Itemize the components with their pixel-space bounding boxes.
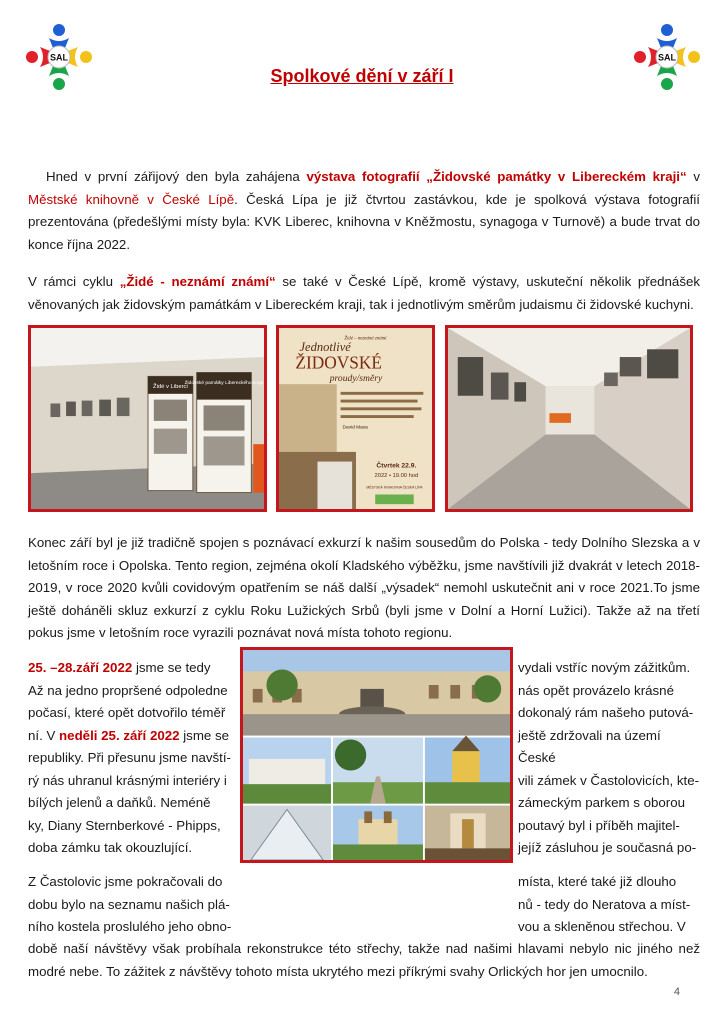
- photo-lecture-poster: [276, 325, 435, 512]
- photo-gallery-corridor: [445, 325, 693, 512]
- bottom-right-line-3: vou a skleněnou střechou. V: [518, 919, 686, 934]
- right-line-6: zámeckým parkem s oborou: [518, 795, 686, 810]
- left-line-7: bílých jelenů a daňků. Neméně: [28, 795, 211, 810]
- bottom-right-column: [518, 871, 700, 939]
- logo-text-left: SAL: [50, 52, 68, 63]
- poster-line-3: proudy/směry: [329, 373, 383, 385]
- logo-text-right: SAL: [658, 52, 676, 63]
- bottom-right-line-2: nů - tedy do Neratova a míst-: [518, 896, 691, 912]
- poster-venue: MĚSTSKÁ KNIHOVNA ČESKÁ LÍPA: [366, 485, 423, 490]
- banner-2-title: Židovské památky Libereckého kraje: [184, 381, 264, 387]
- left-line-9: doba zámku tak okouzlující.: [28, 840, 193, 855]
- left-line-4: ní. V neděli 25. září 2022 jsme se: [28, 727, 230, 743]
- photo-library-exhibition: [28, 325, 267, 512]
- page-number: 4: [673, 986, 680, 998]
- closing-paragraph: době naší návštěvy však probíhala rekonstrukce této střechy, takže nad našimi hlavami nebylo nic jiného než modré nebe. To zážitek z návštěvy tohoto místa ukrytého mezi příkrými svahy Orlických hor jen umocnilo.: [28, 941, 700, 979]
- left-line-1: 25. –28.září 2022 jsme se tedy: [28, 660, 211, 675]
- excursion-right-column: [518, 657, 700, 860]
- left-line-2: Až na jedno propršené odpoledne: [28, 682, 228, 698]
- right-line-3: dokonalý rám našeho putová-: [518, 705, 694, 720]
- bottom-left-line-1: Z Častolovic jsme pokračovali do: [28, 874, 223, 889]
- banner-1-title: Židé v Liberci: [153, 384, 188, 391]
- poster-line-1: Jednotlivé: [299, 340, 351, 355]
- right-line-7: poutavý byl i příběh majitel-: [518, 817, 680, 833]
- excursion-intro-paragraph: Konec září byl je již tradičně spojen s poznávací exkurzí k našim sousedům do Polska - tedy Dolního Slezska a v letošním roce i Opolska. Tento region, zejména okolí Kladského výběžku, jsme navštívili již dvakrát v letech 2018-2019, v roce 2020 kvůli covidovým opatřením se náš další „výsadek“ nemohl uskutečnit ani v roce 2021.To jsme ještě doháněli skluz exkurzí z cyklu Roku Lužických Srbů (byli jsme v Dolní a Horní Lužici). Takže až na třetí pokus jsme v letošním roce vyrazili poznávat nová místa tohoto regionu.: [28, 535, 700, 640]
- photo-collage-excursion: [240, 647, 513, 863]
- bottom-left-column: [28, 871, 238, 939]
- poster-time: 2022 • 19.00 hod: [374, 473, 419, 480]
- poster-date: Čtvrtek 22.9.: [376, 462, 417, 470]
- poster-line-2: ŽIDOVSKÉ: [295, 353, 382, 373]
- excursion-left-column: [28, 657, 238, 860]
- right-line-5: vili zámek v Častolovicích, kte-: [518, 772, 700, 788]
- right-line-2: nás opět provázelo krásné: [518, 682, 674, 698]
- page-title: Spolkové dění v září I: [270, 66, 454, 86]
- right-line-8: jejíž zásluhou je současná po-: [518, 840, 697, 855]
- right-line-4: ještě zdržovali na území České: [518, 727, 661, 765]
- left-line-3: počasí, které opět dotvořilo téměř: [28, 705, 226, 720]
- bottom-left-line-2: dobu bylo na seznamu našich plá-: [28, 896, 230, 912]
- intro-paragraph-2: V rámci cyklu „Židé - neznámí známí“ se také v České Lípě, kromě výstavy, uskuteční několik přednášek věnovaných jak židovským památkám v Libereckém kraji, tak i jednotlivým směrům judaismu či židovské kuchyni.: [28, 274, 701, 312]
- left-line-5: republiky. Při přesunu jsme navští-: [28, 750, 231, 765]
- intro-paragraph-1: Hned v první zářijový den byla zahájena výstava fotografií „Židovské památky v Libereckém kraji“ v Městské knihovně v České Lípě. Česká Lípa je již čtvrtou zastávkou, kde je spolková výstava fotografií prezentována (předešlými místy byla: KVK Liberec, knihovna v Kněžmostu, synagoga v Turnově) a bude trvat do konce října 2022.: [28, 169, 700, 252]
- poster-series: Židé – neznámí známí: [344, 336, 387, 342]
- bottom-left-line-3: ního kostela proslulého jeho obno-: [28, 919, 232, 934]
- left-line-8: ky, Diany Sternberkové - Phipps,: [28, 817, 221, 833]
- left-line-6: rý nás uhranul krásnými interiéry i: [28, 772, 227, 788]
- right-line-1: vydali vstříc novým zážitkům.: [518, 660, 691, 675]
- poster-speaker: David Maxa: [342, 425, 368, 431]
- bottom-right-line-1: místa, které také již dlouho: [518, 874, 677, 889]
